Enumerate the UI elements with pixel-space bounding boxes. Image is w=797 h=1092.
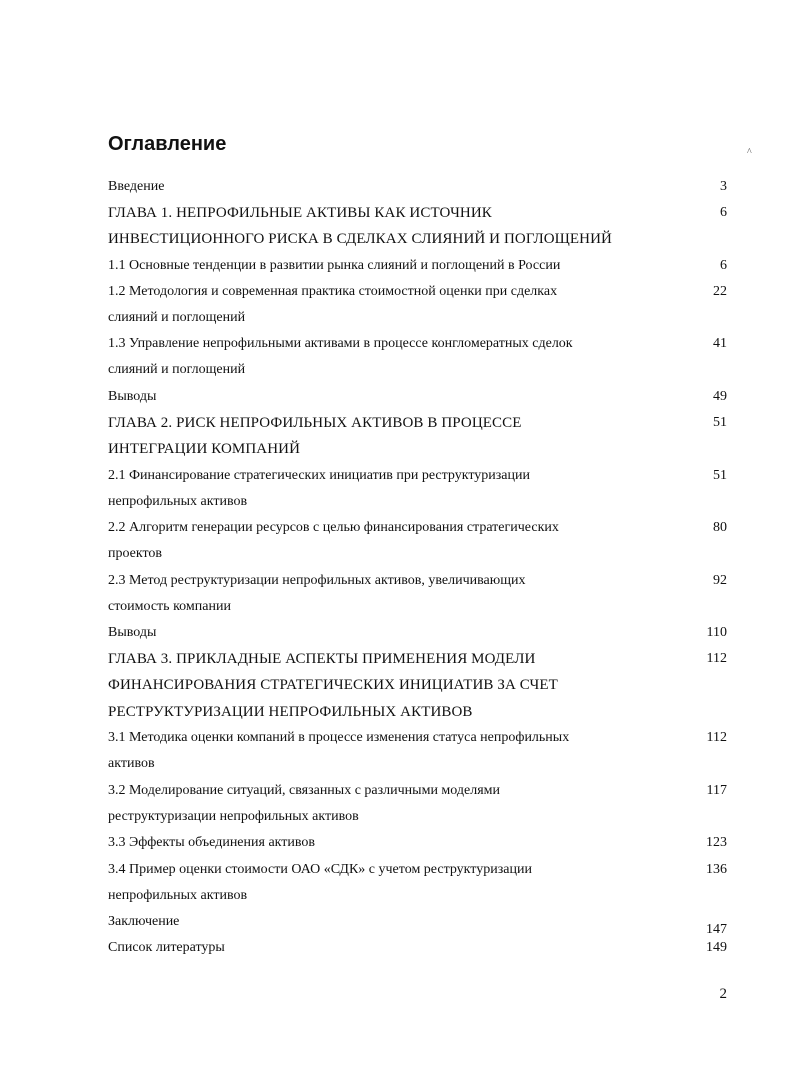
toc-entry-text: 1.2 Методология и современная практика стоимостной оценки при сделках bbox=[108, 284, 558, 299]
toc-entry-text: 1.3 Управление непрофильными активами в процессе конгломератных сделок bbox=[108, 336, 573, 351]
toc-entry-text: ГЛАВА 2. РИСК НЕПРОФИЛЬНЫХ АКТИВОВ В ПРОЦЕССЕ bbox=[108, 415, 522, 431]
toc-entry-text: ГЛАВА 1. НЕПРОФИЛЬНЫЕ АКТИВЫ КАК ИСТОЧНИК bbox=[108, 205, 492, 221]
toc-entry-page: 136 bbox=[706, 862, 727, 877]
toc-entry-text: Выводы bbox=[108, 389, 157, 404]
toc-entry-text: ГЛАВА 3. ПРИКЛАДНЫЕ АСПЕКТЫ ПРИМЕНЕНИЯ МОДЕЛИ bbox=[108, 651, 536, 667]
toc-entry-text: 3.3 Эффекты объединения активов bbox=[108, 835, 316, 850]
toc-entry-page: 123 bbox=[706, 835, 727, 850]
toc-entry-page: 110 bbox=[706, 625, 727, 640]
toc-entry-text: реструктуризации непрофильных активов bbox=[108, 809, 359, 825]
toc-entry-page: 112 bbox=[706, 730, 727, 745]
toc-entry-text: 3.1 Методика оценки компаний в процессе изменения статуса непрофильных bbox=[108, 730, 570, 745]
toc-entry-text: проектов bbox=[108, 546, 163, 562]
toc-entry-text: активов bbox=[108, 756, 155, 772]
toc-entry-text: 3.2 Моделирование ситуаций, связанных с различными моделями bbox=[108, 783, 501, 798]
toc-entry-text: 2.1 Финансирование стратегических инициатив при реструктуризации bbox=[108, 468, 530, 483]
toc-entry-page: 51 bbox=[713, 415, 727, 430]
toc-entry-text: ФИНАНСИРОВАНИЯ СТРАТЕГИЧЕСКИХ ИНИЦИАТИВ ЗА СЧЕТ bbox=[108, 677, 558, 694]
toc-entry-text: слияний и поглощений bbox=[108, 310, 246, 326]
toc-entry-text: слияний и поглощений bbox=[108, 362, 246, 378]
toc-entry-text: Заключение bbox=[108, 914, 180, 929]
toc-entry-text: Введение bbox=[108, 179, 165, 194]
toc-entry-page: 92 bbox=[713, 573, 727, 588]
toc-entry-text: ИНВЕСТИЦИОННОГО РИСКА В СДЕЛКАХ СЛИЯНИЙ И ПОГЛОЩЕНИЙ bbox=[108, 231, 612, 248]
toc-entry-text: ИНТЕГРАЦИИ КОМПАНИЙ bbox=[108, 441, 301, 458]
toc-entry-text: 2.3 Метод реструктуризации непрофильных активов, увеличивающих bbox=[108, 573, 526, 588]
toc-entry-page: 3 bbox=[720, 179, 727, 194]
toc-entry-page: 80 bbox=[713, 520, 727, 535]
toc-entry-page: 147 bbox=[706, 922, 727, 937]
toc-entry-text: непрофильных активов bbox=[108, 494, 248, 510]
toc-entry-text: 2.2 Алгоритм генерации ресурсов с целью финансирования стратегических bbox=[108, 520, 559, 535]
toc-entry-text: РЕСТРУКТУРИЗАЦИИ НЕПРОФИЛЬНЫХ АКТИВОВ bbox=[108, 703, 473, 720]
toc-entry-page: 6 bbox=[720, 205, 727, 220]
toc-entry-text: непрофильных активов bbox=[108, 888, 248, 904]
toc-entry-text: Список литературы bbox=[108, 940, 225, 955]
toc-entry-text: 1.1 Основные тенденции в развитии рынка слияний и поглощений в России bbox=[108, 258, 561, 273]
corner-mark: ^ bbox=[747, 147, 752, 158]
page-number: 2 bbox=[719, 986, 727, 1002]
toc-entry-text: 3.4 Пример оценки стоимости ОАО «СДК» с учетом реструктуризации bbox=[108, 862, 532, 877]
toc-entry-page: 6 bbox=[720, 258, 727, 273]
toc-entry-text: стоимость компании bbox=[108, 599, 231, 615]
toc-entry-text: Выводы bbox=[108, 625, 157, 640]
toc-entry-page: 117 bbox=[706, 783, 727, 798]
toc-title: Оглавление bbox=[108, 133, 227, 155]
toc-entry-page: 49 bbox=[713, 389, 727, 404]
toc-entry-page: 41 bbox=[713, 336, 727, 351]
toc-entry-page: 51 bbox=[713, 468, 727, 483]
toc-entry-page: 112 bbox=[706, 651, 727, 666]
toc-entry-page: 22 bbox=[713, 284, 727, 299]
toc-entry-page: 149 bbox=[706, 940, 727, 955]
